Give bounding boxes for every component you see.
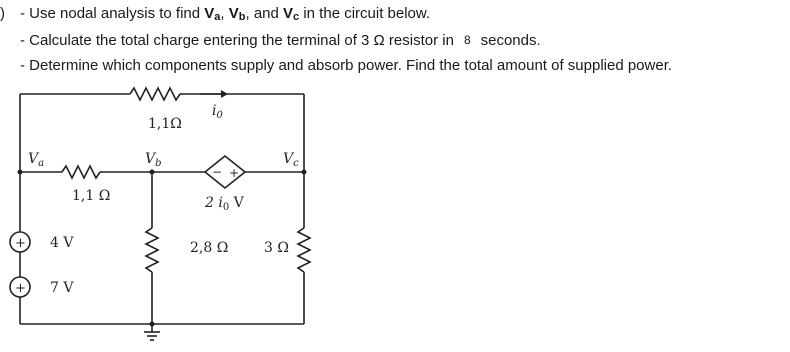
node-a-label: $V_a$ (28, 151, 45, 169)
src2-sign: + (15, 281, 26, 296)
resistor-vb (146, 228, 158, 272)
resistor-left (62, 166, 100, 178)
resistor-top (130, 88, 180, 100)
vb-label: $V_b$ (228, 5, 246, 23)
node-c-label: $V_c$ (283, 151, 299, 169)
source-7v-label: 7 V (50, 280, 74, 296)
r-right-label: 3 Ω (264, 240, 289, 256)
sep2: , and (245, 5, 284, 22)
current-arrow-icon (221, 90, 228, 98)
resistor-right (298, 228, 310, 272)
question-line-3: - Determine which components supply and absorb power. Find the total amount of supplied power. (20, 57, 673, 74)
dep-plus-sign: + (229, 166, 240, 180)
r-left-label: 1,1 Ω (72, 188, 111, 204)
time-value: 8 (463, 33, 471, 47)
node-bottom-dot (150, 322, 155, 327)
node-a-dot (18, 170, 23, 175)
r-top-label: 1,1Ω (148, 116, 182, 132)
line2-suffix: seconds. (480, 32, 541, 49)
r-mid-label: 2,8 Ω (190, 240, 229, 256)
node-c-dot (302, 170, 307, 175)
src1-sign: + (15, 236, 26, 251)
line1-suffix: in the circuit below. (299, 5, 431, 22)
dep-minus-sign: − (212, 165, 223, 179)
node-b-label: $V_b$ (145, 151, 162, 169)
dep-source-label: 2 $i_0$ V (205, 195, 244, 213)
line1-prefix: - Use nodal analysis to find (20, 5, 205, 22)
question-bracket: ) (0, 5, 5, 22)
va-label: $V_a$ (204, 5, 221, 23)
sep1: , (220, 5, 229, 22)
line2-prefix: - Calculate the total charge entering the terminal of 3 Ω resistor in (20, 32, 454, 49)
node-b-dot (150, 170, 155, 175)
current-label: $i_0$ (212, 103, 223, 121)
source-4v-label: 4 V (50, 235, 74, 251)
vc-label: $V_c$ (283, 5, 300, 23)
